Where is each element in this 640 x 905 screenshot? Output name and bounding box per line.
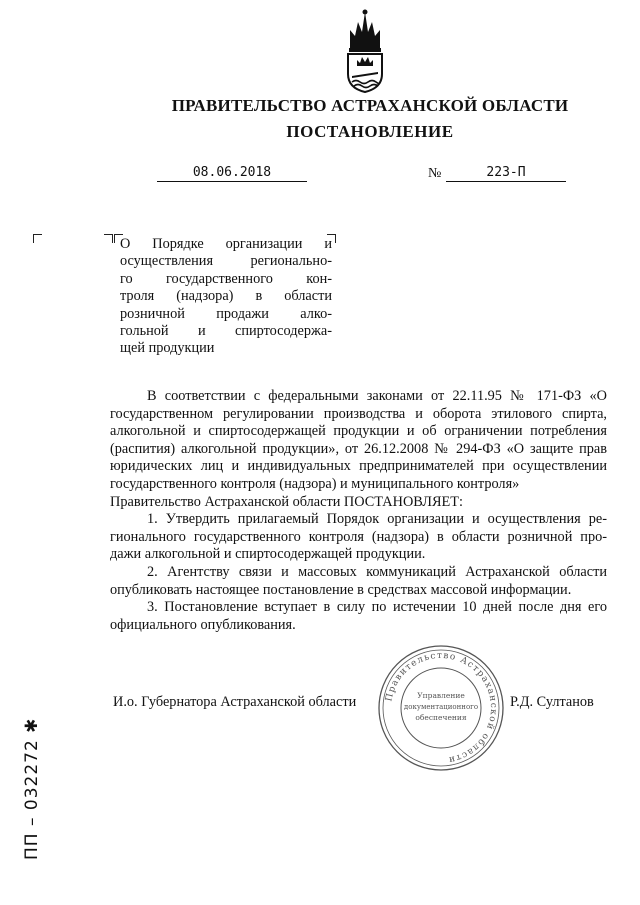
body-line: (распития) алкогольной продукции», от 26.12.2008 № 294-ФЗ «О защите прав: [110, 440, 607, 457]
subject-line: осуществления регионально-: [120, 253, 332, 270]
stamp-center-line: Управление: [417, 691, 465, 700]
stamp-ring-text: Правительство Астраханской области: [384, 650, 499, 765]
body-line: 3. Постановление вступает в силу по истечении 10 дней после дня его: [147, 599, 607, 616]
corner-mark: [104, 234, 113, 243]
body-line: дажи алкогольной и спиртосодержащей продукции.: [110, 546, 426, 563]
document-subject: [120, 236, 332, 358]
body-line: 2. Агентству связи и массовых коммуникаций Астраханской области: [147, 563, 607, 580]
subject-line: розничной продажи алко-: [120, 305, 332, 322]
document-type: ПОСТАНОВЛЕНИЕ: [286, 122, 454, 141]
organization-title: ПРАВИТЕЛЬСТВО АСТРАХАНСКОЙ ОБЛАСТИ: [171, 96, 569, 115]
corner-mark: [33, 234, 42, 243]
subject-line: троля (надзора) в области: [120, 288, 332, 305]
subject-line: го государственного кон-: [120, 270, 332, 287]
body-line: государственном регулировании производства и оборота этилового спирта,: [110, 405, 607, 422]
stamp-center-line: документационного: [403, 703, 479, 711]
coat-of-arms-icon: [340, 8, 390, 94]
serial-number: ПП – 032272 ✱: [22, 717, 42, 860]
stamp-center-line: обеспечения: [415, 713, 467, 722]
subject-line: О Порядке организации и: [120, 236, 332, 252]
body-line: юридических лиц и индивидуальных предпринимателей при осуществлении: [110, 458, 607, 475]
signer-position: И.о. Губернатора Астраханской области: [113, 694, 357, 710]
document-date: 08.06.2018: [157, 165, 307, 182]
official-stamp: [376, 643, 506, 773]
document-body: [110, 388, 607, 634]
body-line: В соответствии с федеральными законами от 22.11.95 № 171-ФЗ «О: [147, 388, 607, 404]
body-line: Правительство Астраханской области ПОСТАНОВЛЯЕТ:: [110, 493, 463, 510]
body-line: 1. Утвердить прилагаемый Порядок организации и осуществления ре-: [147, 511, 607, 528]
number-label: №: [428, 166, 442, 181]
signer-name: Р.Д. Султанов: [510, 694, 594, 710]
body-line: официального опубликования.: [110, 616, 296, 633]
body-line: опубликовать настоящее постановление в средствах массовой информации.: [110, 581, 572, 598]
document-number: 223-П: [446, 165, 566, 182]
subject-line: гольной и спиртосодержа-: [120, 323, 332, 340]
body-line: государственного контроля (надзора) и муниципального контроля»: [110, 475, 520, 492]
body-line: алкогольной и спиртосодержащей продукции и об ограничении потребления: [110, 423, 607, 440]
body-line: гионального государственного контроля (надзора) в области розничной про-: [110, 528, 607, 545]
subject-line: щей продукции: [120, 340, 215, 357]
